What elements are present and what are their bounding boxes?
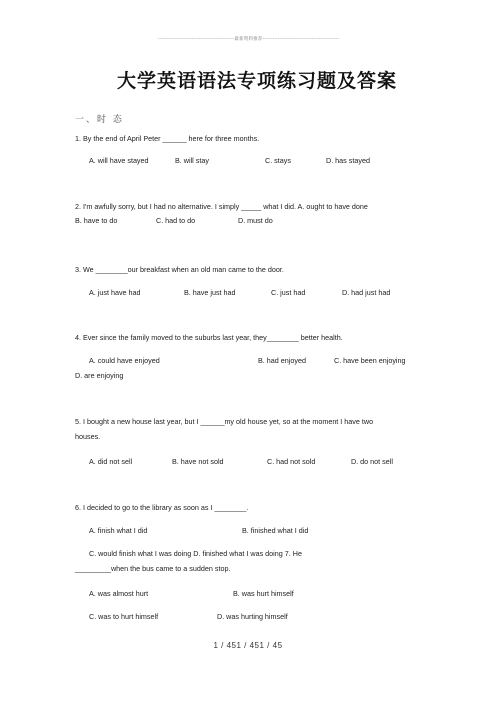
question-7-options-ab bbox=[89, 589, 419, 599]
question-1-stem: 1. By the end of April Peter ______ here for three months. bbox=[75, 134, 260, 143]
question-2-stem: 2. I'm awfully sorry, but I had no alternative. I simply _____ what I did. A. ought to have done bbox=[75, 202, 368, 211]
option-c: C. just had bbox=[271, 288, 306, 297]
question-5-options bbox=[89, 457, 419, 467]
option-a: A. finish what I did bbox=[89, 526, 148, 535]
option-d: D. had just had bbox=[342, 288, 391, 297]
option-c: C. was to hurt himself bbox=[89, 612, 159, 621]
question-4-options bbox=[89, 356, 419, 366]
option-a: A. did not sell bbox=[89, 457, 133, 466]
option-c: C. had to do bbox=[156, 216, 196, 225]
document-title: 大学英语语法专项练习题及答案 bbox=[116, 70, 397, 92]
option-d: D. do not sell bbox=[351, 457, 393, 466]
section-heading: 一、时 态 bbox=[75, 115, 124, 125]
option-b: B. was hurt himself bbox=[233, 589, 294, 598]
question-2-options bbox=[156, 216, 486, 226]
question-6-options-cd: C. would finish what I was doing D. finished what I was doing 7. He bbox=[89, 549, 302, 558]
option-d: D. was hurting himself bbox=[217, 612, 288, 621]
question-3-options bbox=[89, 288, 419, 298]
question-4-stem: 4. Ever since the family moved to the suburbs last year, they________ better health. bbox=[75, 333, 343, 342]
option-a: A. was almost hurt bbox=[89, 589, 149, 598]
option-c: C. have been enjoying bbox=[334, 356, 406, 365]
page-footer: 1 / 451 / 451 / 45 bbox=[213, 641, 283, 650]
question-2-option-a-line: B. have to do bbox=[75, 216, 118, 225]
option-d: D. has stayed bbox=[326, 156, 370, 165]
option-a: A. will have stayed bbox=[89, 156, 149, 165]
option-d: D. must do bbox=[238, 216, 273, 225]
option-b: B. had enjoyed bbox=[258, 356, 306, 365]
question-1-options bbox=[89, 156, 419, 166]
option-b: B. will stay bbox=[175, 156, 209, 165]
question-3-stem: 3. We ________our breakfast when an old man came to the door. bbox=[75, 265, 284, 274]
question-5-stem-cont: houses. bbox=[75, 432, 101, 441]
option-a: A. could have enjoyed bbox=[89, 356, 160, 365]
option-b: B. have just had bbox=[184, 288, 236, 297]
option-a: A. just have had bbox=[89, 288, 141, 297]
page-header: ---------------------------------------------最新资料推荐--------------------------------------------- bbox=[157, 36, 340, 41]
question-7-options-cd bbox=[89, 612, 419, 622]
question-5-stem: 5. I bought a new house last year, but I ______my old house yet, so at the moment I have two bbox=[75, 417, 374, 426]
option-b: B. have not sold bbox=[172, 457, 224, 466]
question-4-option-d: D. are enjoying bbox=[75, 371, 124, 380]
question-6-stem: 6. I decided to go to the library as soon as I ________. bbox=[75, 503, 249, 512]
question-6-options-ab bbox=[89, 526, 419, 536]
option-c: C. had not sold bbox=[267, 457, 316, 466]
question-7-stem: _________when the bus came to a sudden stop. bbox=[75, 564, 231, 573]
option-c: C. stays bbox=[265, 156, 291, 165]
option-b: B. finished what I did bbox=[242, 526, 309, 535]
